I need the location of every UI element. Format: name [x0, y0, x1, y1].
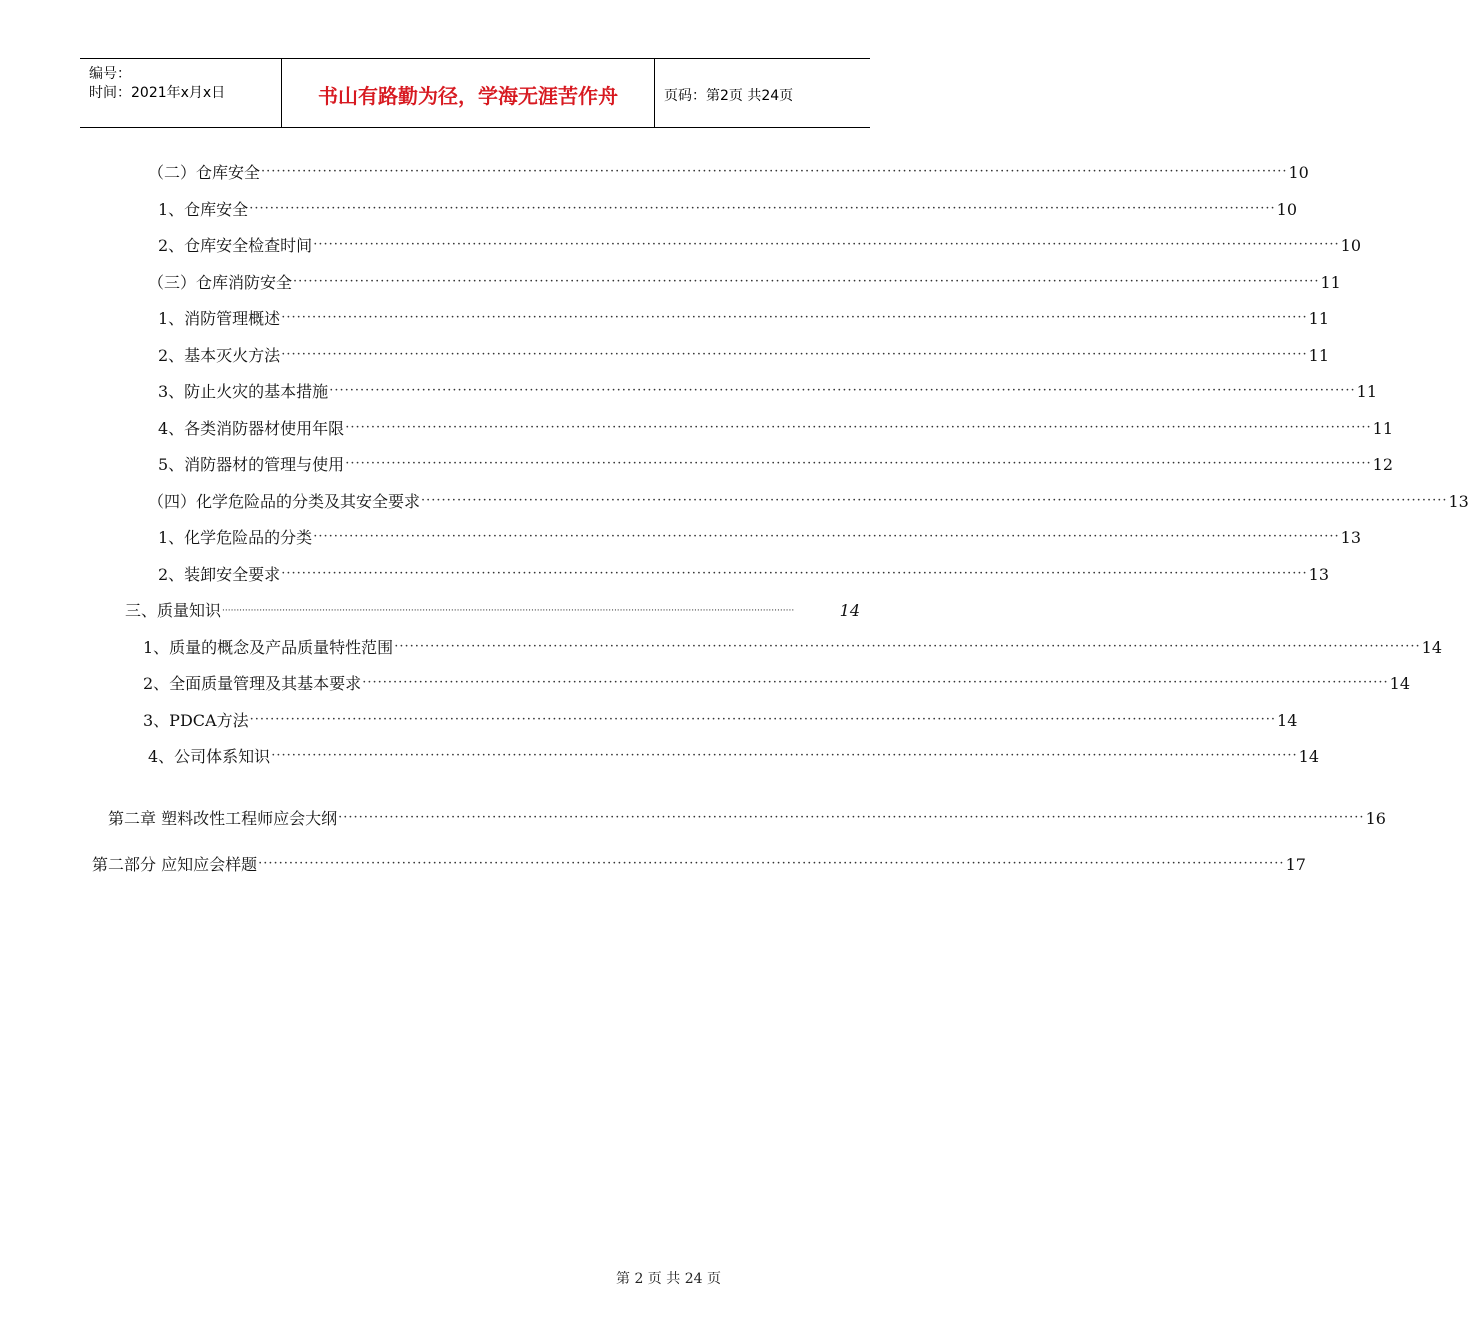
toc-leader-dots: ········································································································································································································	[338, 810, 1365, 825]
serial-label: 编号：	[89, 66, 131, 82]
toc-entry[interactable]	[158, 418, 1394, 440]
toc-leader-dots: ········································································································································································································	[394, 639, 1421, 654]
toc-entry[interactable]	[143, 710, 1298, 732]
toc-leader-dots: ········································································································································································································	[249, 712, 1277, 727]
motto: 书山有路勤为径，学海无涯苦作舟	[318, 84, 618, 108]
toc-entry-page: 10	[1276, 200, 1298, 219]
toc-entry-label: 1、质量的概念及产品质量特性范围	[143, 638, 394, 657]
toc-entry-page: 11	[1308, 346, 1330, 365]
toc-entry-page: 13	[1308, 565, 1330, 584]
toc-entry[interactable]	[148, 746, 1320, 768]
toc-entry-page: 12	[1372, 455, 1394, 474]
toc-entry-label: 1、化学危险品的分类	[158, 528, 313, 547]
toc-entry-page: 10	[1340, 236, 1362, 255]
toc-entry-page: 11	[1356, 382, 1378, 401]
toc-entry-page: 13	[1340, 528, 1362, 547]
toc-entry-label: （二）仓库安全	[148, 163, 261, 182]
toc-leader-dots: ········································································································································································································	[281, 310, 1308, 325]
toc-entry-label: 2、装卸安全要求	[158, 565, 281, 584]
toc-leader-dots: ········································································································································································································	[345, 456, 1372, 471]
toc-entry-label: 3、防止火灾的基本措施	[158, 382, 329, 401]
toc-entry-label: 1、消防管理概述	[158, 309, 281, 328]
toc-entry[interactable]	[92, 854, 1306, 876]
toc-entry[interactable]	[158, 308, 1330, 330]
date-label: 时间：2021年x月x日	[89, 85, 226, 101]
toc-entry-page: 14	[1421, 638, 1443, 657]
toc-leader-dots: ········································································································································································································	[329, 383, 1356, 398]
toc-leader-dots: ········································································································································································································	[222, 606, 795, 616]
toc-entry-page: 17	[1285, 855, 1306, 874]
toc-entry-page: 10	[1288, 163, 1309, 182]
toc-entry-page: 11	[1372, 419, 1394, 438]
toc-entry[interactable]	[143, 673, 1411, 695]
page-info: 页码：第2页 共24页	[664, 88, 794, 104]
toc-entry-label: （三）仓库消防安全	[148, 273, 293, 292]
toc-entry-label: 2、全面质量管理及其基本要求	[143, 674, 362, 693]
toc-entry-label: 1、仓库安全	[158, 200, 249, 219]
toc-leader-dots: ········································································································································································································	[281, 347, 1308, 362]
toc-leader-dots: ········································································································································································································	[421, 493, 1448, 508]
toc-entry[interactable]	[148, 272, 1341, 294]
toc-entry-page: 11	[1308, 309, 1330, 328]
toc-leader-dots: ········································································································································································································	[261, 164, 1288, 179]
toc-entry-label: 5、消防器材的管理与使用	[158, 455, 345, 474]
toc-leader-dots: ········································································································································································································	[281, 566, 1308, 581]
header-motto-cell	[282, 59, 655, 127]
toc-leader-dots: ········································································································································································································	[313, 529, 1340, 544]
toc-entry-page: 14	[1277, 711, 1298, 730]
page-header	[80, 58, 870, 128]
toc-entry[interactable]	[158, 527, 1362, 549]
toc-entry[interactable]	[158, 235, 1362, 257]
header-page-cell	[655, 59, 870, 127]
toc-entry[interactable]	[125, 600, 860, 622]
toc-entry-label: 第二部分 应知应会样题	[92, 855, 258, 874]
toc-entry-page: 14	[839, 601, 860, 620]
toc-entry-label: 第二章 塑料改性工程师应会大纲	[108, 809, 338, 828]
toc-entry[interactable]	[158, 454, 1394, 476]
toc-entry-page: 14	[1389, 674, 1411, 693]
toc-entry-page: 13	[1448, 492, 1469, 511]
toc-entry[interactable]	[143, 637, 1443, 659]
toc-entry[interactable]	[158, 199, 1298, 221]
toc-entry[interactable]	[148, 162, 1309, 184]
toc-entry-label: 4、各类消防器材使用年限	[158, 419, 345, 438]
toc-leader-dots: ········································································································································································································	[293, 274, 1320, 289]
page-footer: 第 2 页 共 24 页	[616, 1271, 721, 1287]
toc-leader-dots: ········································································································································································································	[362, 675, 1389, 690]
toc-entry-label: （四）化学危险品的分类及其安全要求	[148, 492, 421, 511]
toc-leader-dots: ········································································································································································································	[249, 201, 1276, 216]
toc-entry-label: 2、基本灭火方法	[158, 346, 281, 365]
toc-entry[interactable]	[158, 564, 1330, 586]
toc-entry[interactable]	[158, 381, 1378, 403]
toc-leader-dots: ········································································································································································································	[271, 748, 1298, 763]
toc-leader-dots: ········································································································································································································	[313, 237, 1340, 252]
toc-entry[interactable]	[158, 345, 1330, 367]
toc-leader-dots: ········································································································································································································	[345, 420, 1372, 435]
header-meta-cell	[80, 59, 282, 127]
toc-leader-dots: ········································································································································································································	[258, 856, 1285, 871]
toc-entry-label: 三、质量知识	[125, 601, 222, 620]
toc-entry-label: 4、公司体系知识	[148, 747, 271, 766]
toc-entry-page: 11	[1320, 273, 1341, 292]
toc-entry[interactable]	[108, 808, 1386, 830]
toc-entry-page: 16	[1365, 809, 1386, 828]
toc-entry-page: 14	[1298, 747, 1320, 766]
toc-entry-label: 2、仓库安全检查时间	[158, 236, 313, 255]
toc-entry-label: 3、PDCA方法	[143, 711, 249, 730]
toc-entry[interactable]	[148, 491, 1469, 513]
